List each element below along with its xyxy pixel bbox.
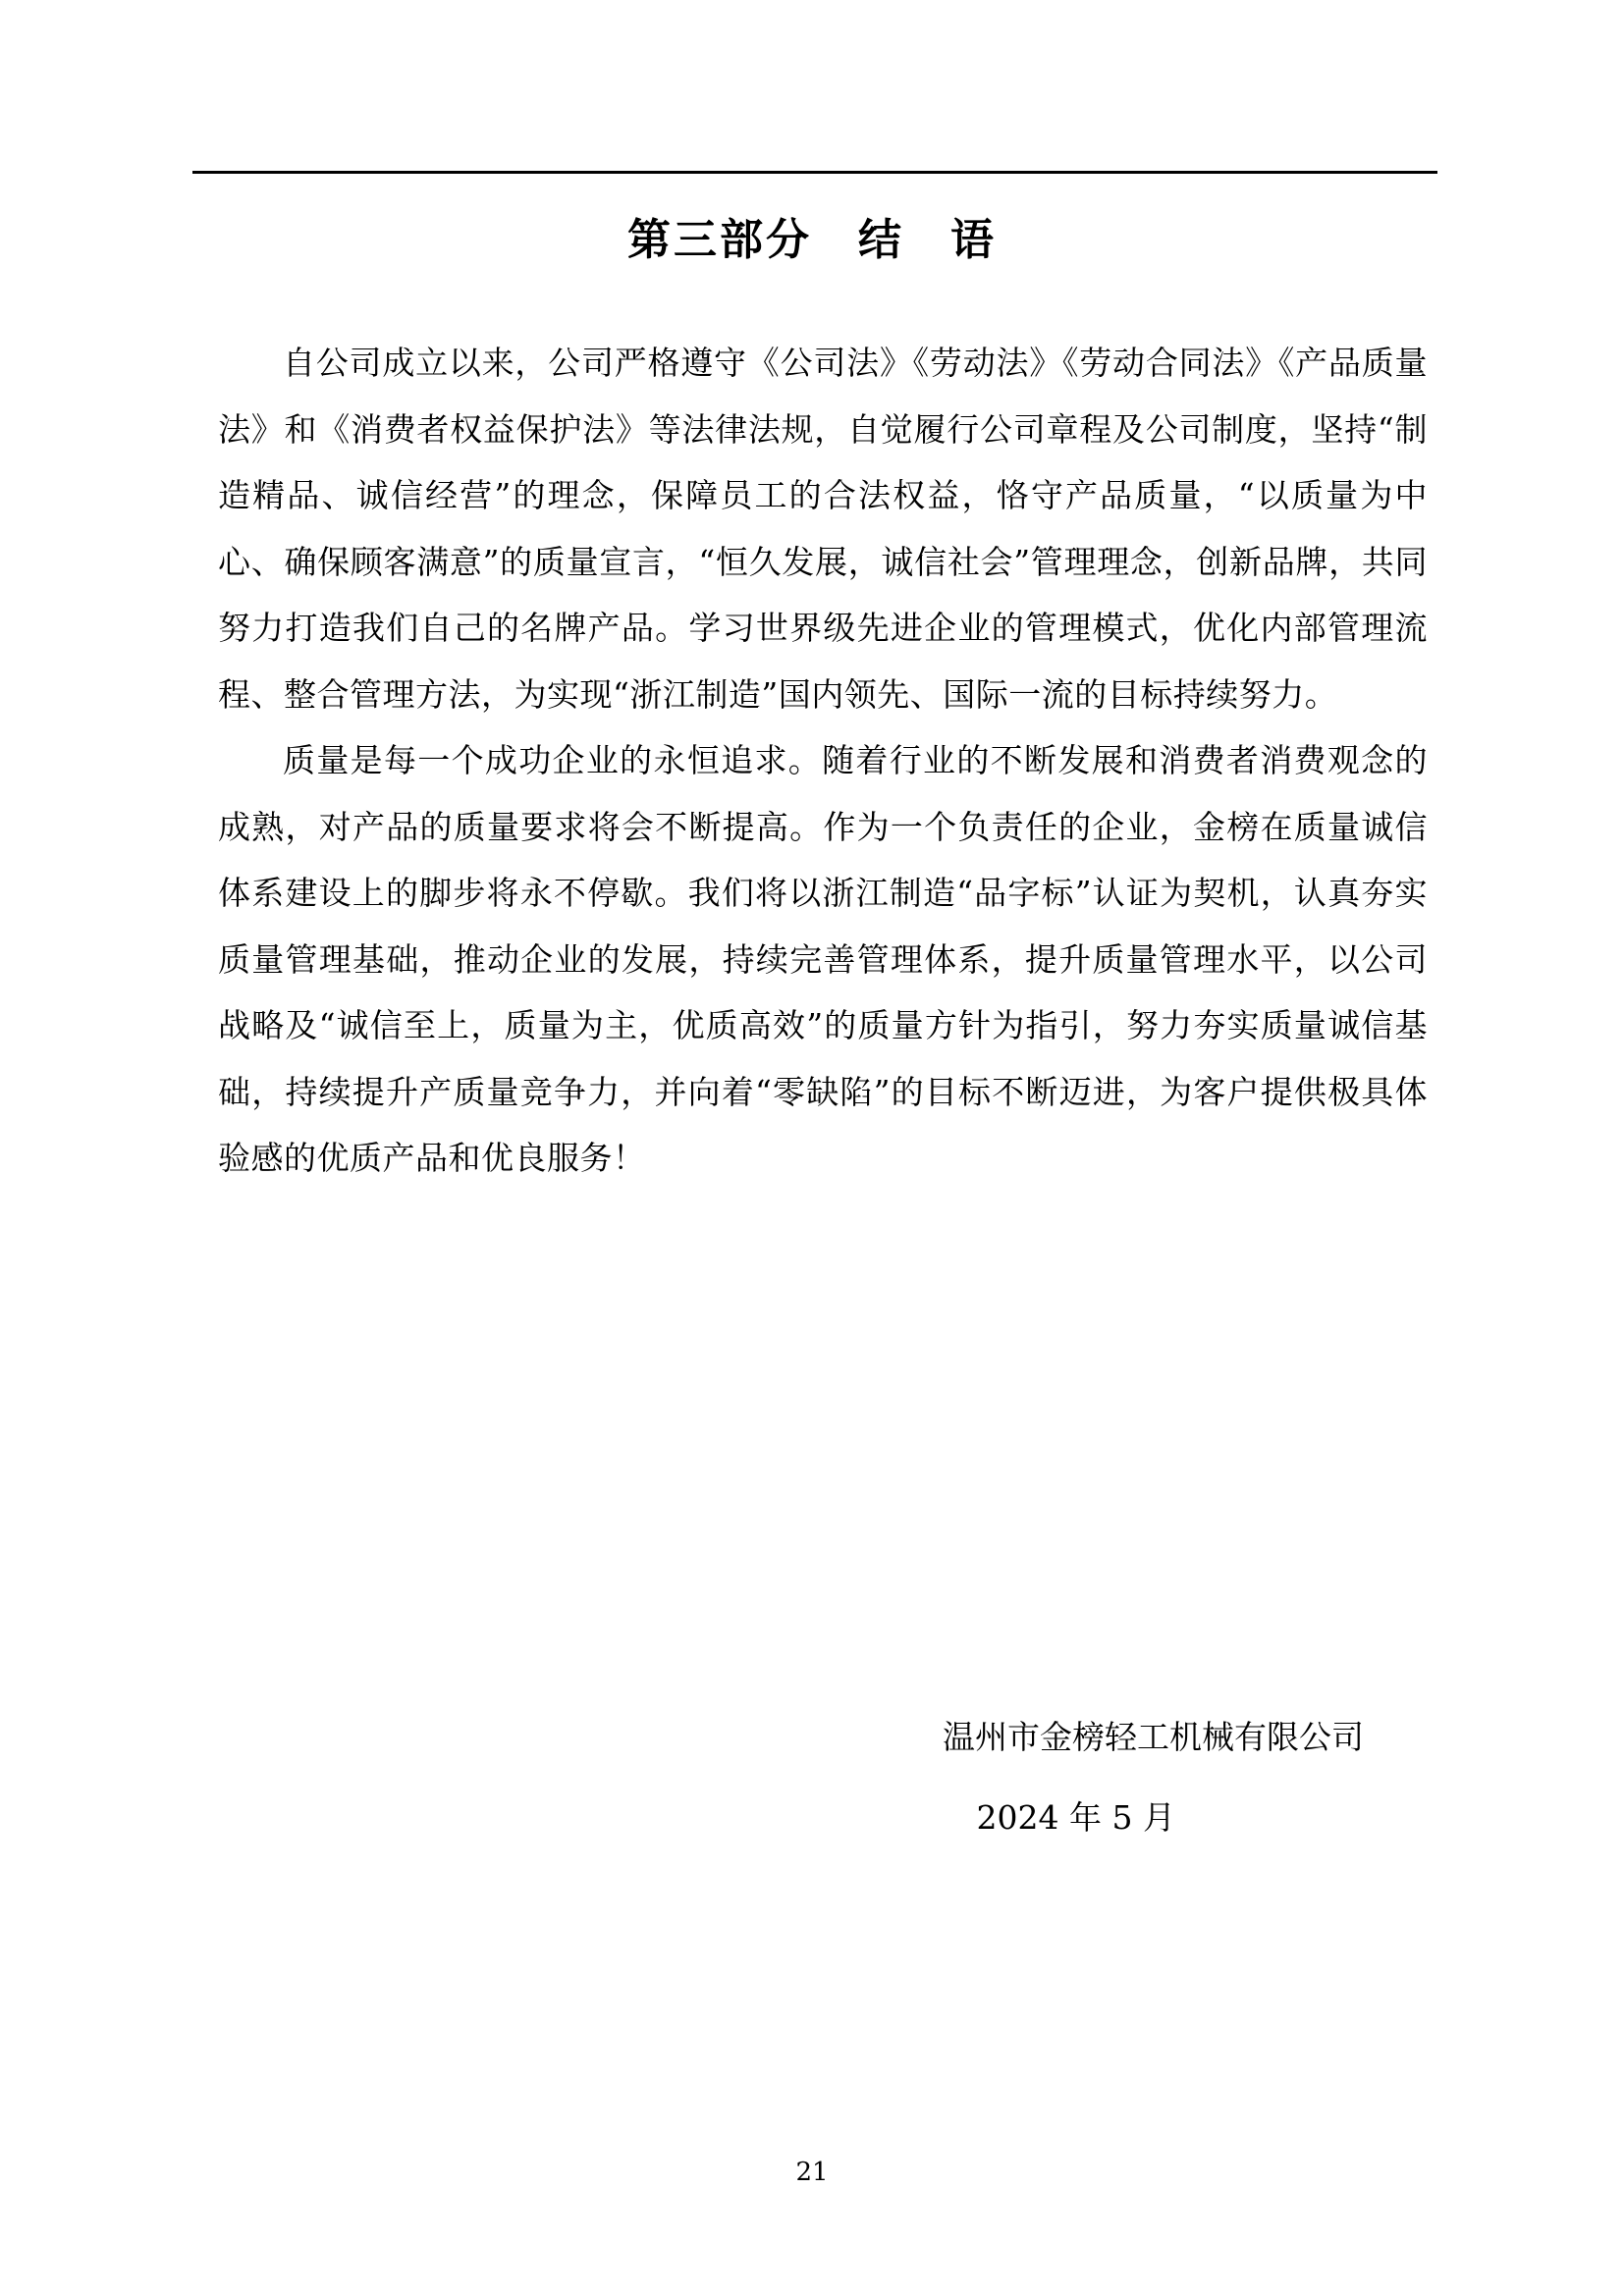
page-title: 第三部分 结 语 bbox=[627, 215, 997, 265]
signature-block bbox=[0, 1716, 1423, 1840]
page-number: 21 bbox=[795, 2158, 829, 2187]
paragraph-1: 自公司成立以来，公司严格遵守《公司法》《劳动法》《劳动合同法》《产品质量法》和《消费者权益保护法》等法律法规，自觉履行公司章程及公司制度，坚持“制造精品、诚信经营”的理念，保障员工的合法权益，恪守产品质量，“以质量为中心、确保顾客满意”的质量宣言，“恒久发展，诚信社会”管理理念，创新品牌，共同努力打造我们自己的名牌产品。学习世界级先进企业的管理模式，优化内部管理流程、整合管理方法，为实现“浙江制造”国内领先、国际一流的目标持续努力。 bbox=[218, 344, 1428, 714]
header-rule bbox=[192, 171, 1437, 174]
document-body bbox=[218, 330, 1428, 1192]
paragraph-2: 质量是每一个成功企业的永恒追求。随着行业的不断发展和消费者消费观念的成熟，对产品的质量要求将会不断提高。作为一个负责任的企业，金榜在质量诚信体系建设上的脚步将永不停歇。我们将以浙江制造“品字标”认证为契机，认真夯实质量管理基础，推动企业的发展，持续完善管理体系，提升质量管理水平，以公司战略及“诚信至上，质量为主，优质高效”的质量方针为指引，努力夯实质量诚信基础，持续提升产质量竞争力，并向着“零缺陷”的目标不断迈进，为客户提供极具体验感的优质产品和优良服务！ bbox=[218, 741, 1428, 1177]
signature-date: 2024 年 5 月 bbox=[976, 1798, 1175, 1837]
signature-company: 温州市金榜轻工机械有限公司 bbox=[943, 1718, 1364, 1756]
